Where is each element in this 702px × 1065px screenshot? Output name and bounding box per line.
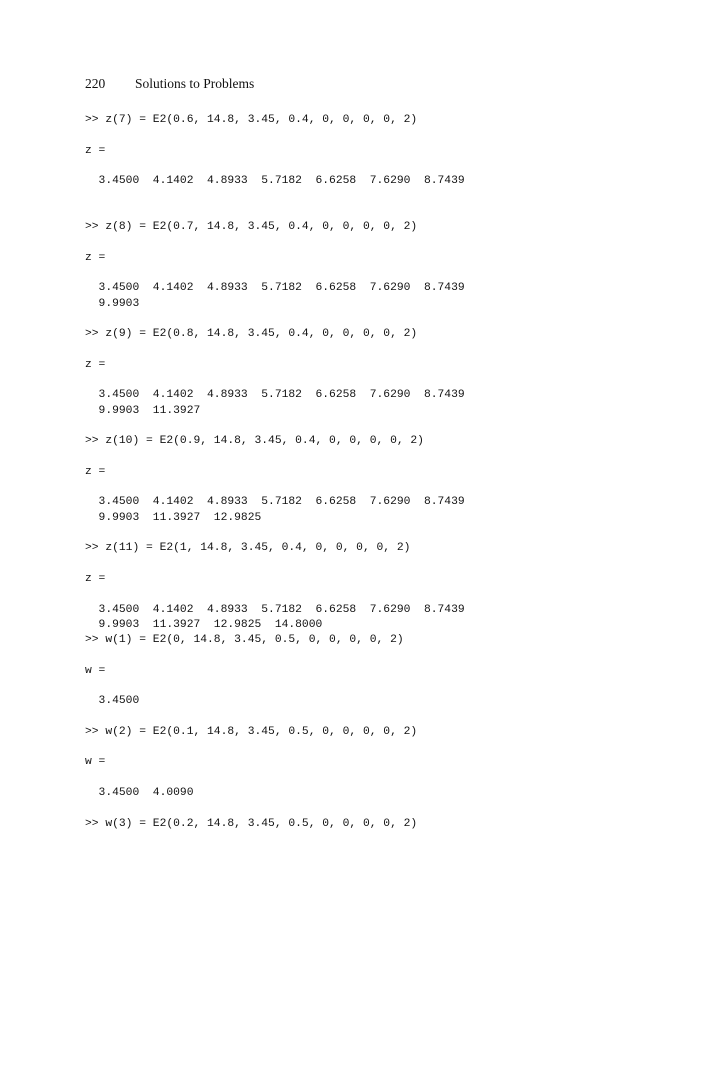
blank-line	[85, 587, 465, 602]
output-values-line: 9.9903 11.3927	[85, 404, 201, 417]
blank-line	[85, 801, 465, 816]
command-line: >> z(11) = E2(1, 14.8, 3.45, 0.4, 0, 0, 0, 0, 2)	[85, 542, 411, 555]
output-values-line: 3.4500	[85, 695, 140, 708]
output-variable-label: z =	[85, 144, 106, 157]
blank-line	[85, 771, 465, 786]
blank-line	[85, 648, 465, 663]
output-values-line: 3.4500 4.1402 4.8933 5.7182 6.6258 7.6290 8.7439	[85, 282, 465, 295]
command-line: >> z(7) = E2(0.6, 14.8, 3.45, 0.4, 0, 0, 0, 0, 2)	[85, 114, 418, 126]
blank-line	[85, 679, 465, 694]
blank-line	[85, 342, 465, 357]
running-title: Solutions to Problems	[135, 76, 255, 91]
blank-line	[85, 480, 465, 495]
output-variable-label: z =	[85, 572, 106, 585]
blank-line	[85, 557, 465, 572]
command-line: >> w(3) = E2(0.2, 14.8, 3.45, 0.5, 0, 0, 0, 0, 2)	[85, 817, 418, 830]
page-header	[85, 76, 254, 92]
output-values-line: 3.4500 4.1402 4.8933 5.7182 6.6258 7.6290 8.7439	[85, 175, 465, 188]
command-line: >> w(1) = E2(0, 14.8, 3.45, 0.5, 0, 0, 0, 0, 2)	[85, 634, 404, 647]
output-values-line: 9.9903 11.3927 12.9825 14.8000	[85, 618, 323, 631]
blank-line	[85, 450, 465, 465]
blank-line	[85, 710, 465, 725]
output-variable-label: z =	[85, 251, 106, 264]
blank-line	[85, 373, 465, 388]
output-values-line: 3.4500 4.1402 4.8933 5.7182 6.6258 7.6290 8.7439	[85, 389, 465, 402]
output-values-line: 9.9903 11.3927 12.9825	[85, 511, 262, 524]
output-values-line: 9.9903	[85, 297, 140, 310]
output-variable-label: z =	[85, 465, 106, 478]
command-line: >> z(8) = E2(0.7, 14.8, 3.45, 0.4, 0, 0, 0, 0, 2)	[85, 221, 418, 234]
blank-line	[85, 266, 465, 281]
output-values-line: 3.4500 4.0090	[85, 787, 194, 800]
blank-line	[85, 740, 465, 755]
command-line: >> w(2) = E2(0.1, 14.8, 3.45, 0.5, 0, 0, 0, 0, 2)	[85, 725, 418, 738]
matlab-session-listing	[85, 113, 465, 832]
command-line: >> z(10) = E2(0.9, 14.8, 3.45, 0.4, 0, 0, 0, 0, 2)	[85, 435, 424, 448]
blank-line	[85, 189, 465, 204]
output-variable-label: w =	[85, 664, 106, 677]
blank-line	[85, 526, 465, 541]
blank-line	[85, 312, 465, 327]
output-variable-label: w =	[85, 756, 106, 769]
blank-line	[85, 128, 465, 143]
blank-line	[85, 159, 465, 174]
blank-line	[85, 235, 465, 250]
output-values-line: 3.4500 4.1402 4.8933 5.7182 6.6258 7.6290 8.7439	[85, 603, 465, 616]
output-variable-label: z =	[85, 358, 106, 371]
output-values-line: 3.4500 4.1402 4.8933 5.7182 6.6258 7.6290 8.7439	[85, 496, 465, 509]
page-number: 220	[85, 76, 106, 91]
blank-line	[85, 419, 465, 434]
command-line: >> z(9) = E2(0.8, 14.8, 3.45, 0.4, 0, 0, 0, 0, 2)	[85, 328, 418, 341]
blank-line	[85, 205, 465, 220]
